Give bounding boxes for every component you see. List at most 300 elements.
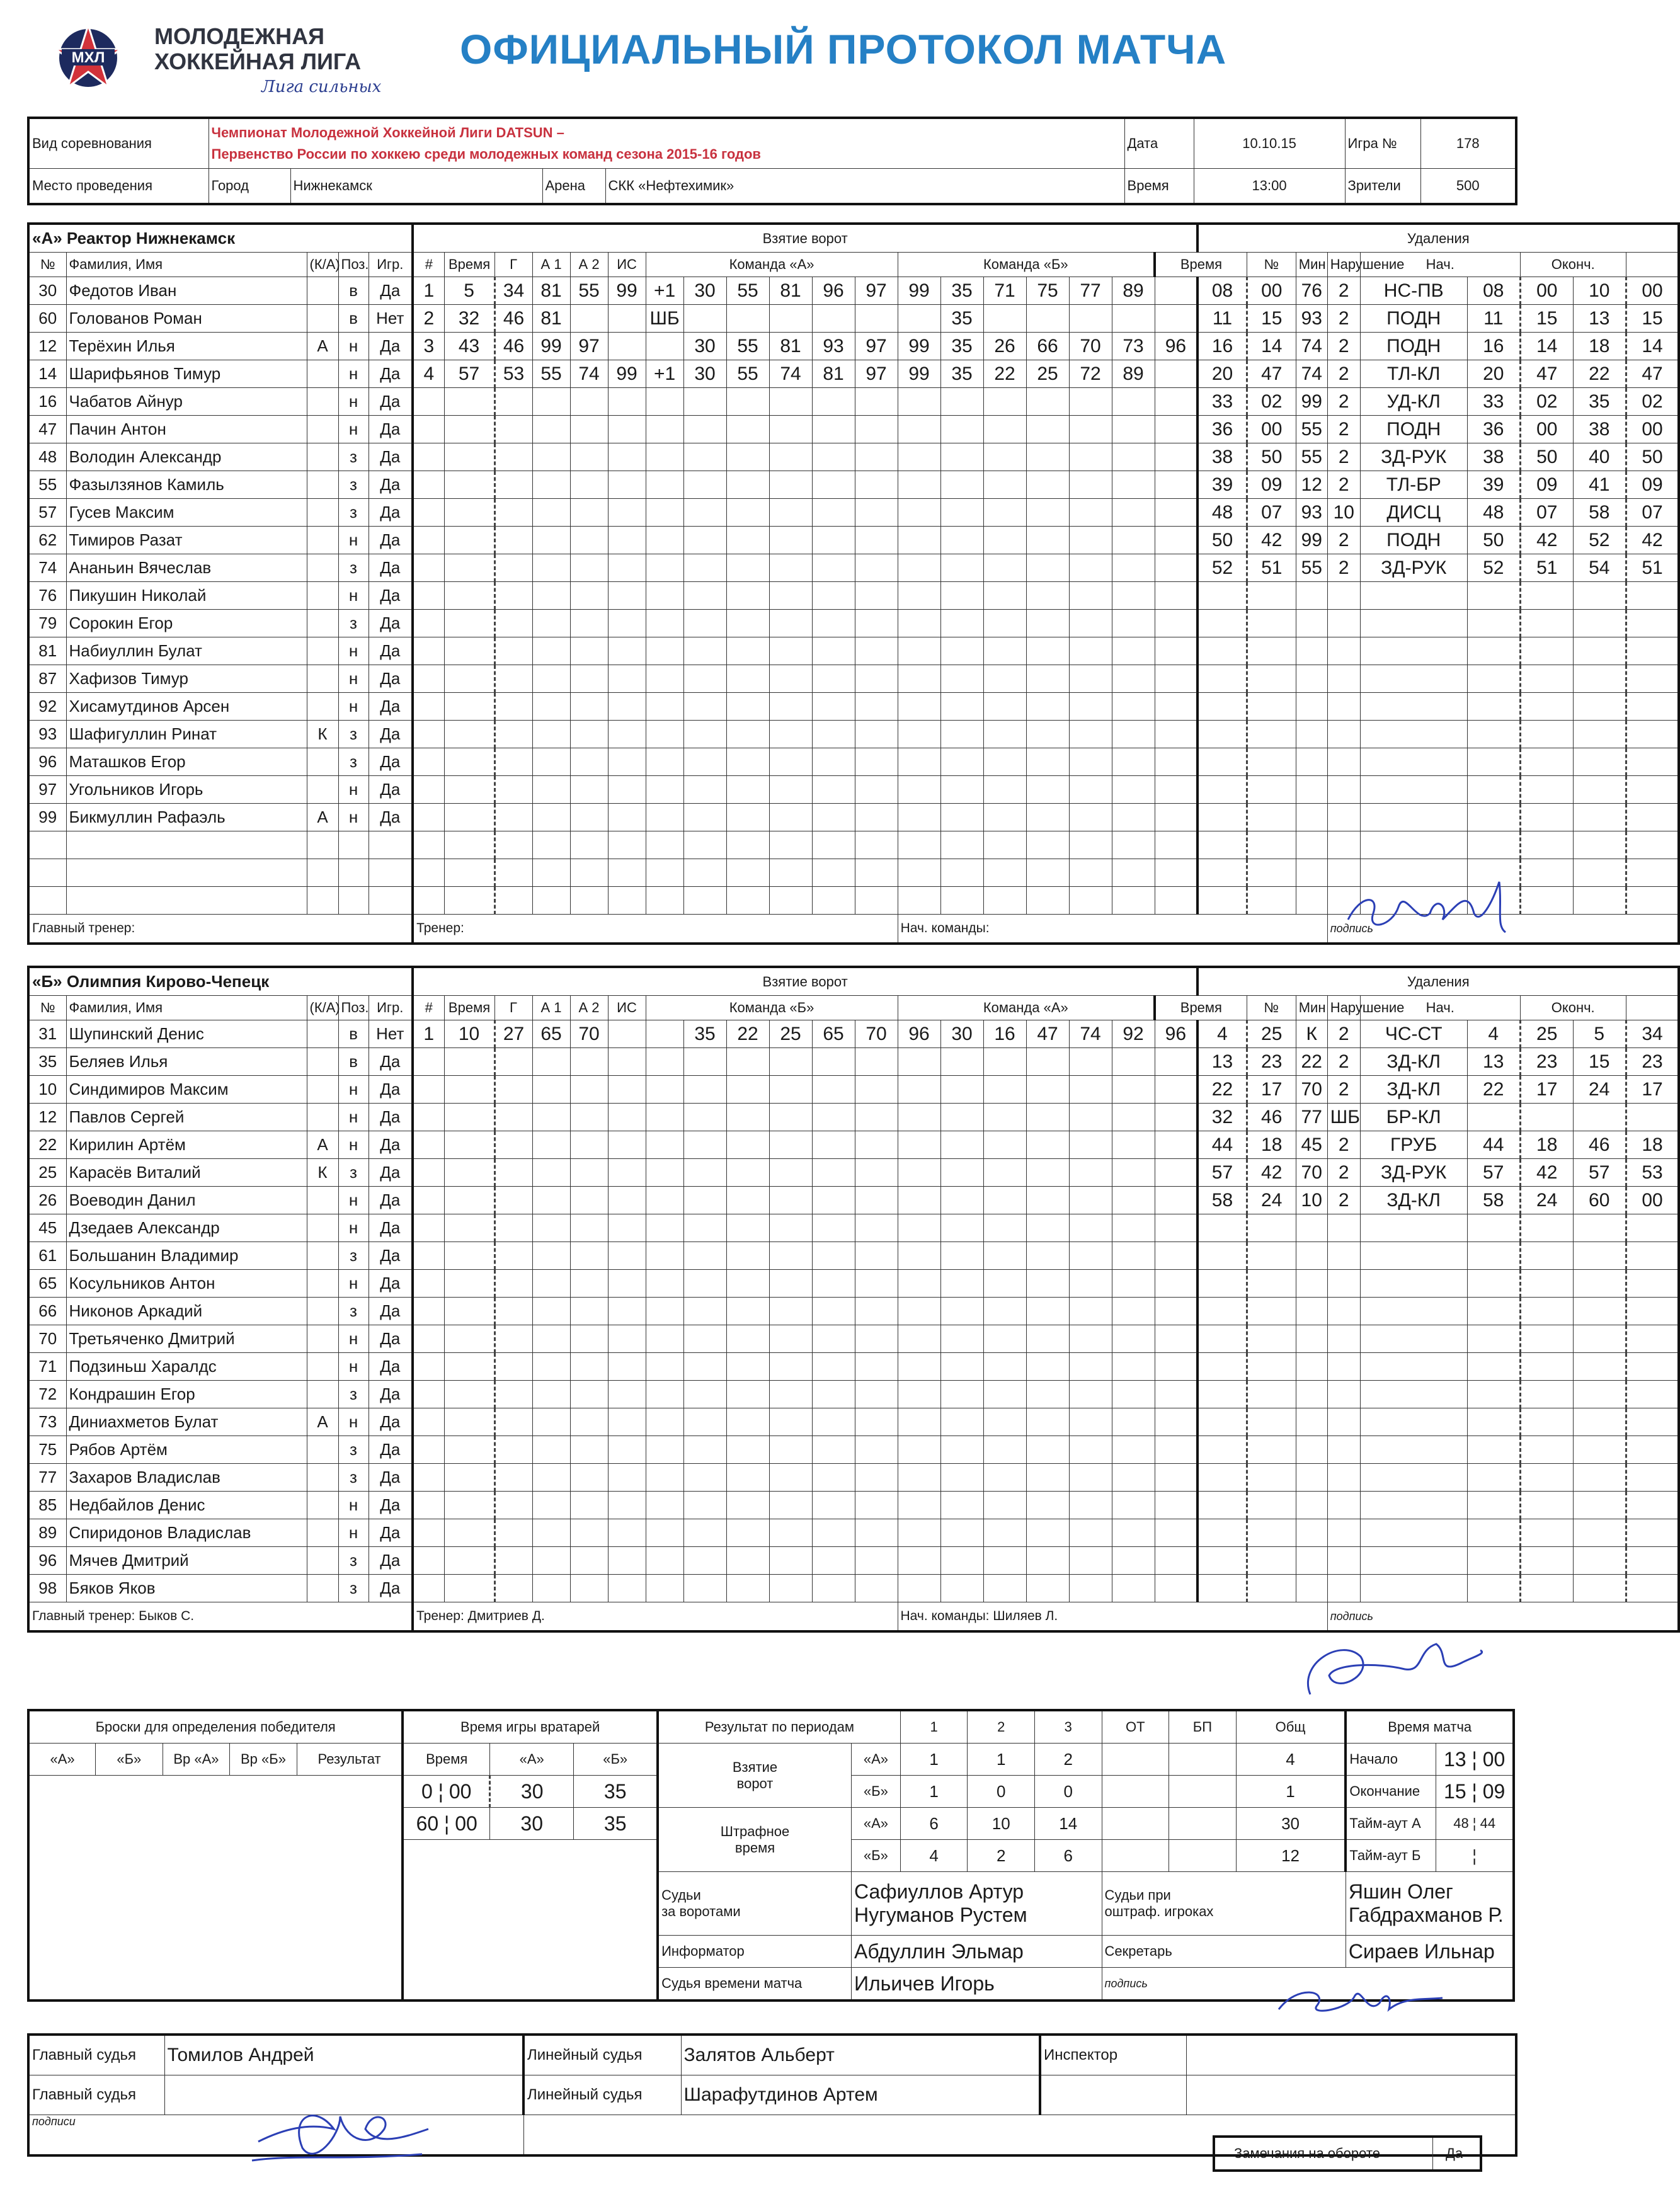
goal-cell bbox=[608, 1020, 646, 1048]
goal-cell bbox=[812, 416, 855, 443]
penalty-cell bbox=[1327, 1492, 1360, 1519]
goal-cell bbox=[983, 776, 1026, 804]
penalty-cell bbox=[1573, 1575, 1626, 1602]
goal-cell bbox=[1026, 499, 1069, 527]
league-slogan: Лига сильных bbox=[261, 77, 382, 96]
goal-cell bbox=[983, 887, 1026, 915]
goal-cell bbox=[444, 831, 494, 859]
goal-cell: 35 bbox=[940, 360, 983, 388]
penalty-cell: 18 bbox=[1573, 333, 1626, 360]
goal-cell bbox=[769, 1298, 812, 1325]
player-name: Мячев Дмитрий bbox=[66, 1547, 307, 1575]
penalty-cell: 18 bbox=[1520, 1131, 1573, 1159]
penalty-cell bbox=[1520, 1353, 1573, 1381]
penalty-cell bbox=[1296, 693, 1327, 721]
goal-cell bbox=[898, 1464, 940, 1492]
penalty-cell: ШБ bbox=[1327, 1104, 1360, 1131]
goal-cell bbox=[683, 637, 726, 665]
player-num: 75 bbox=[28, 1436, 66, 1464]
penalty-cell bbox=[1197, 1547, 1247, 1575]
player-ka bbox=[307, 637, 338, 665]
goal-cell bbox=[1112, 1048, 1155, 1076]
penalty-cell bbox=[1360, 831, 1467, 859]
goal-cell bbox=[983, 388, 1026, 416]
header-col-ka: (К/А) bbox=[307, 253, 338, 277]
goal-cell bbox=[1026, 610, 1069, 637]
penalty-cell bbox=[1573, 693, 1626, 721]
goal-cell bbox=[444, 527, 494, 554]
penalty-cell: ПОДН bbox=[1360, 333, 1467, 360]
goals-b-total: 1 bbox=[1236, 1776, 1346, 1808]
penalty-cell: 15 bbox=[1520, 305, 1573, 333]
goal-cell bbox=[413, 1214, 444, 1242]
penalty-cell: 14 bbox=[1520, 333, 1573, 360]
table-row bbox=[28, 1020, 1679, 1048]
goal-cell bbox=[1069, 693, 1112, 721]
goal-cell bbox=[726, 1270, 769, 1298]
header-col-play: Игр. bbox=[369, 996, 413, 1020]
goal-cell: 55 bbox=[726, 333, 769, 360]
goal-cell bbox=[1155, 1519, 1197, 1547]
goalie-col: «Б» bbox=[574, 1744, 658, 1776]
player-pos: з bbox=[338, 610, 369, 637]
goal-cell bbox=[413, 610, 444, 637]
game-value: 178 bbox=[1420, 118, 1516, 168]
penalty-cell bbox=[1626, 1436, 1679, 1464]
goal-cell: 46 bbox=[494, 333, 532, 360]
goal-cell bbox=[494, 610, 532, 637]
penalty-cell bbox=[1520, 887, 1573, 915]
goal-cell bbox=[940, 1187, 983, 1214]
goal-cell bbox=[769, 1547, 812, 1575]
goal-cell: 10 bbox=[444, 1020, 494, 1048]
goal-cell bbox=[1026, 1353, 1069, 1381]
penalty-cell: 99 bbox=[1296, 527, 1327, 554]
goal-cell: 97 bbox=[855, 277, 898, 305]
team-title: «А» Реактор Нижнекамск bbox=[28, 224, 413, 253]
goal-cell: 4 bbox=[413, 360, 444, 388]
goal-cell bbox=[983, 1104, 1026, 1131]
penalty-cell bbox=[1247, 1519, 1296, 1547]
goal-cell bbox=[1155, 1187, 1197, 1214]
penalty-cell bbox=[1520, 1436, 1573, 1464]
goal-cell bbox=[940, 748, 983, 776]
goal-cell bbox=[769, 1464, 812, 1492]
arena-label: Арена bbox=[542, 168, 605, 204]
goal-cell bbox=[683, 804, 726, 831]
player-pos: н bbox=[338, 776, 369, 804]
penalty-cell: 93 bbox=[1296, 499, 1327, 527]
goal-cell bbox=[983, 1214, 1026, 1242]
penalty-cell: 22 bbox=[1296, 1048, 1327, 1076]
goal-cell bbox=[812, 499, 855, 527]
goal-cell bbox=[683, 693, 726, 721]
penalty-cell bbox=[1296, 1492, 1327, 1519]
goal-cell bbox=[683, 1104, 726, 1131]
goal-cell bbox=[983, 748, 1026, 776]
player-ka bbox=[307, 1381, 338, 1408]
goal-cell bbox=[940, 776, 983, 804]
goal-cell bbox=[769, 831, 812, 859]
penalty-cell bbox=[1327, 1436, 1360, 1464]
player-ka bbox=[307, 693, 338, 721]
penalty-cell bbox=[1296, 582, 1327, 610]
penalty-judges-label: Судьи при оштраф. игроках bbox=[1102, 1872, 1346, 1936]
goal-cell bbox=[1026, 1131, 1069, 1159]
goal-cell bbox=[769, 499, 812, 527]
goal-cell bbox=[683, 582, 726, 610]
goal-cell bbox=[532, 1270, 570, 1298]
penalty-cell bbox=[1247, 1492, 1296, 1519]
penalty-cell bbox=[1197, 887, 1247, 915]
goal-cell bbox=[608, 776, 646, 804]
penalty-cell bbox=[1573, 1464, 1626, 1492]
goal-cell bbox=[1112, 610, 1155, 637]
goal-cell bbox=[1112, 1159, 1155, 1187]
penalty-cell bbox=[1360, 582, 1467, 610]
goal-cell bbox=[532, 1547, 570, 1575]
linesman-1: Залятов Альберт bbox=[681, 2035, 1040, 2075]
goal-cell bbox=[1069, 1131, 1112, 1159]
penalty-cell: 50 bbox=[1247, 443, 1296, 471]
penalty-cell bbox=[1467, 582, 1520, 610]
goal-cell: 70 bbox=[1069, 333, 1112, 360]
penalty-cell: 52 bbox=[1573, 527, 1626, 554]
goal-cell bbox=[812, 527, 855, 554]
goal-cell bbox=[1069, 1575, 1112, 1602]
goal-cell bbox=[1155, 1547, 1197, 1575]
player-play: Да bbox=[369, 1214, 413, 1242]
player-ka: А bbox=[307, 804, 338, 831]
penalty-cell: 36 bbox=[1467, 416, 1520, 443]
goal-cell bbox=[940, 443, 983, 471]
goal-cell: 55 bbox=[726, 277, 769, 305]
goal-cell bbox=[983, 1464, 1026, 1492]
penalty-cell: БР-КЛ bbox=[1360, 1104, 1467, 1131]
goal-cell bbox=[1155, 360, 1197, 388]
goal-cell bbox=[812, 1353, 855, 1381]
penalty-cell bbox=[1197, 1270, 1247, 1298]
goal-cell bbox=[570, 1353, 608, 1381]
goal-cell bbox=[683, 499, 726, 527]
penalty-cell: 15 bbox=[1626, 305, 1679, 333]
penalty-cell: 17 bbox=[1520, 1076, 1573, 1104]
goals-a-p1: 1 bbox=[900, 1744, 968, 1776]
goal-cell bbox=[812, 443, 855, 471]
player-name: Третьяченко Дмитрий bbox=[66, 1325, 307, 1353]
penalty-cell: 00 bbox=[1626, 1187, 1679, 1214]
player-ka bbox=[307, 527, 338, 554]
penalty-cell bbox=[1626, 831, 1679, 859]
goal-cell bbox=[532, 1214, 570, 1242]
goal-cell bbox=[812, 1131, 855, 1159]
penalty-cell bbox=[1296, 887, 1327, 915]
penalty-cell: 24 bbox=[1247, 1187, 1296, 1214]
goal-cell bbox=[444, 443, 494, 471]
goal-cell bbox=[646, 1159, 683, 1187]
player-ka bbox=[307, 416, 338, 443]
goal-cell: 74 bbox=[769, 360, 812, 388]
penalty-cell bbox=[1626, 1519, 1679, 1547]
goal-cell bbox=[646, 499, 683, 527]
goal-cell: 89 bbox=[1112, 277, 1155, 305]
goal-cell bbox=[413, 665, 444, 693]
info-table bbox=[27, 117, 1517, 205]
player-num bbox=[28, 831, 66, 859]
table-row bbox=[28, 776, 1679, 804]
penalty-cell bbox=[1296, 1519, 1327, 1547]
goal-cell bbox=[608, 1298, 646, 1325]
goal-cell bbox=[683, 1242, 726, 1270]
penalty-cell: УД-КЛ bbox=[1360, 388, 1467, 416]
goal-cell bbox=[726, 1048, 769, 1076]
goal-cell bbox=[855, 1492, 898, 1519]
player-play: Да bbox=[369, 1131, 413, 1159]
goal-cell bbox=[646, 1575, 683, 1602]
penalty-cell bbox=[1296, 1214, 1327, 1242]
penalty-cell: 07 bbox=[1520, 499, 1573, 527]
shootout-body bbox=[28, 1776, 403, 2001]
goal-cell bbox=[532, 1298, 570, 1325]
player-ka bbox=[307, 1436, 338, 1464]
goal-cell bbox=[444, 887, 494, 915]
goal-cell bbox=[570, 1436, 608, 1464]
header-pen-time: Время bbox=[1155, 253, 1247, 277]
goal-cell bbox=[983, 527, 1026, 554]
goal-cell bbox=[413, 1325, 444, 1353]
goal-cell bbox=[646, 443, 683, 471]
goal-cell bbox=[940, 582, 983, 610]
player-num: 76 bbox=[28, 582, 66, 610]
penalty-cell: ПОДН bbox=[1360, 416, 1467, 443]
goal-cell bbox=[532, 1242, 570, 1270]
player-pos bbox=[338, 859, 369, 887]
penalty-cell: 2 bbox=[1327, 388, 1360, 416]
goal-cell: ШБ bbox=[646, 305, 683, 333]
player-name: Сорокин Егор bbox=[66, 610, 307, 637]
penalty-cell bbox=[1327, 1298, 1360, 1325]
goal-cell bbox=[532, 1325, 570, 1353]
goal-cell bbox=[570, 610, 608, 637]
goal-cell bbox=[683, 859, 726, 887]
penalty-cell: 2 bbox=[1327, 1048, 1360, 1076]
penalty-cell: 13 bbox=[1573, 305, 1626, 333]
goal-cell bbox=[683, 1381, 726, 1408]
penalty-cell bbox=[1573, 1436, 1626, 1464]
goal-cell bbox=[494, 887, 532, 915]
table-row bbox=[28, 1381, 1679, 1408]
goal-cell bbox=[1155, 693, 1197, 721]
goal-cell: 32 bbox=[444, 305, 494, 333]
header-pen-end: Оконч. bbox=[1520, 996, 1626, 1020]
goal-cell bbox=[769, 804, 812, 831]
goal-cell bbox=[683, 1575, 726, 1602]
penalty-cell: ТЛ-БР bbox=[1360, 471, 1467, 499]
goal-cell bbox=[1069, 1048, 1112, 1076]
goal-cell bbox=[608, 859, 646, 887]
table-row bbox=[28, 804, 1679, 831]
goal-cell bbox=[494, 804, 532, 831]
goal-cell bbox=[769, 1076, 812, 1104]
player-name: Синдимиров Максим bbox=[66, 1076, 307, 1104]
goal-cell bbox=[646, 1104, 683, 1131]
goal-cell bbox=[1112, 443, 1155, 471]
officials-sign-label: подпись bbox=[1102, 1968, 1514, 2001]
goal-cell bbox=[494, 527, 532, 554]
goal-cell bbox=[769, 665, 812, 693]
goal-cell bbox=[413, 582, 444, 610]
player-pos: з bbox=[338, 1381, 369, 1408]
penalty-cell bbox=[1197, 1464, 1247, 1492]
penalty-cell: 47 bbox=[1520, 360, 1573, 388]
goal-cell bbox=[1155, 1076, 1197, 1104]
penalty-cell: 2 bbox=[1327, 443, 1360, 471]
goal-cell bbox=[444, 610, 494, 637]
goal-cell bbox=[413, 471, 444, 499]
header-col-pos: Поз. bbox=[338, 996, 369, 1020]
goal-cell bbox=[1069, 554, 1112, 582]
goal-cell bbox=[898, 499, 940, 527]
goal-cell bbox=[812, 305, 855, 333]
penalty-cell bbox=[1197, 582, 1247, 610]
goal-cell bbox=[898, 388, 940, 416]
penalty-cell bbox=[1467, 1575, 1520, 1602]
table-row bbox=[28, 333, 1679, 360]
player-play: Да bbox=[369, 416, 413, 443]
goal-cell bbox=[683, 527, 726, 554]
goal-cell bbox=[769, 887, 812, 915]
goalie-col: Время bbox=[403, 1744, 489, 1776]
goal-cell bbox=[570, 693, 608, 721]
penalty-cell bbox=[1360, 610, 1467, 637]
penalty-cell bbox=[1360, 776, 1467, 804]
penalties-section-title: Удаления bbox=[1197, 224, 1679, 253]
goal-cell bbox=[413, 416, 444, 443]
goal-cell bbox=[683, 831, 726, 859]
penalty-cell: 14 bbox=[1626, 333, 1679, 360]
goal-cell bbox=[898, 1242, 940, 1270]
goal-cell: 99 bbox=[898, 277, 940, 305]
goal-cell: 93 bbox=[812, 333, 855, 360]
penalty-cell: ЗД-РУК bbox=[1360, 443, 1467, 471]
goal-cell bbox=[444, 1408, 494, 1436]
goal-cell bbox=[1026, 305, 1069, 333]
goal-cell bbox=[1069, 665, 1112, 693]
timeout-a-value: 48 ¦ 44 bbox=[1436, 1808, 1514, 1840]
goal-cell bbox=[1112, 887, 1155, 915]
goal-cell: 25 bbox=[1026, 360, 1069, 388]
header-pen-infraction: Нарушение bbox=[1327, 253, 1360, 277]
goal-cell bbox=[683, 1048, 726, 1076]
goal-cell: 55 bbox=[570, 277, 608, 305]
goal-cell bbox=[983, 1575, 1026, 1602]
goal-cell bbox=[898, 554, 940, 582]
penalty-cell bbox=[1360, 1214, 1467, 1242]
goal-cell bbox=[855, 1104, 898, 1131]
goal-cell bbox=[940, 610, 983, 637]
penalty-cell bbox=[1520, 1325, 1573, 1353]
goal-cell bbox=[1069, 1298, 1112, 1325]
goal-cell bbox=[494, 665, 532, 693]
goal-cell bbox=[532, 1436, 570, 1464]
goal-cell bbox=[608, 637, 646, 665]
goal-cell bbox=[855, 1381, 898, 1408]
pim-b-total: 12 bbox=[1236, 1840, 1346, 1872]
goal-cell bbox=[726, 804, 769, 831]
penalty-cell bbox=[1573, 610, 1626, 637]
penalty-cell: 10 bbox=[1296, 1187, 1327, 1214]
penalty-cell bbox=[1197, 637, 1247, 665]
goal-cell bbox=[898, 1298, 940, 1325]
goal-cell bbox=[1026, 748, 1069, 776]
goal-cell bbox=[812, 1076, 855, 1104]
goal-cell bbox=[683, 1298, 726, 1325]
competition-label: Вид соревнования bbox=[28, 118, 209, 168]
player-play: Да bbox=[369, 1325, 413, 1353]
shootout-col: Вр «Б» bbox=[230, 1744, 297, 1776]
penalty-cell bbox=[1360, 1325, 1467, 1353]
goal-cell bbox=[769, 637, 812, 665]
header-pen-time: Время bbox=[1155, 996, 1247, 1020]
penalty-cell bbox=[1626, 1575, 1679, 1602]
penalty-cell: 34 bbox=[1626, 1020, 1679, 1048]
shootout-col: Результат bbox=[297, 1744, 403, 1776]
goalie-row-2-b: 35 bbox=[574, 1808, 658, 1840]
goal-cell bbox=[1155, 887, 1197, 915]
goal-cell bbox=[898, 1408, 940, 1436]
goal-cell: 35 bbox=[683, 1020, 726, 1048]
goal-cell bbox=[683, 416, 726, 443]
goal-cell bbox=[812, 610, 855, 637]
goal-cell bbox=[983, 443, 1026, 471]
goal-cell bbox=[983, 1408, 1026, 1436]
penalty-cell: 2 bbox=[1327, 527, 1360, 554]
player-ka bbox=[307, 1519, 338, 1547]
goal-cell bbox=[646, 388, 683, 416]
penalty-cell bbox=[1467, 1436, 1520, 1464]
penalty-cell: 33 bbox=[1467, 388, 1520, 416]
player-num: 96 bbox=[28, 1547, 66, 1575]
team-b-label: «Б» bbox=[851, 1840, 900, 1872]
penalty-cell: 42 bbox=[1520, 1159, 1573, 1187]
penalty-cell: 58 bbox=[1197, 1187, 1247, 1214]
table-row bbox=[28, 416, 1679, 443]
goal-cell bbox=[940, 554, 983, 582]
goal-cell: 3 bbox=[413, 333, 444, 360]
header-assist-2: А 2 bbox=[570, 996, 608, 1020]
penalty-cell bbox=[1197, 804, 1247, 831]
goal-cell bbox=[413, 1547, 444, 1575]
table-row bbox=[28, 831, 1679, 859]
goal-cell bbox=[1026, 1547, 1069, 1575]
goal-cell bbox=[532, 1464, 570, 1492]
goal-cell bbox=[855, 1187, 898, 1214]
goal-cell bbox=[608, 831, 646, 859]
goal-cell: 75 bbox=[1026, 277, 1069, 305]
goal-cell bbox=[494, 831, 532, 859]
penalty-cell bbox=[1360, 1547, 1467, 1575]
goal-cell bbox=[983, 1519, 1026, 1547]
goal-cell bbox=[608, 1519, 646, 1547]
goal-cell bbox=[413, 776, 444, 804]
goal-cell bbox=[940, 887, 983, 915]
goal-cell: 55 bbox=[726, 360, 769, 388]
goal-cell bbox=[683, 1214, 726, 1242]
goal-cell bbox=[940, 1242, 983, 1270]
penalty-cell: 02 bbox=[1520, 388, 1573, 416]
pim-a-total: 30 bbox=[1236, 1808, 1346, 1840]
goal-cell: 34 bbox=[494, 277, 532, 305]
